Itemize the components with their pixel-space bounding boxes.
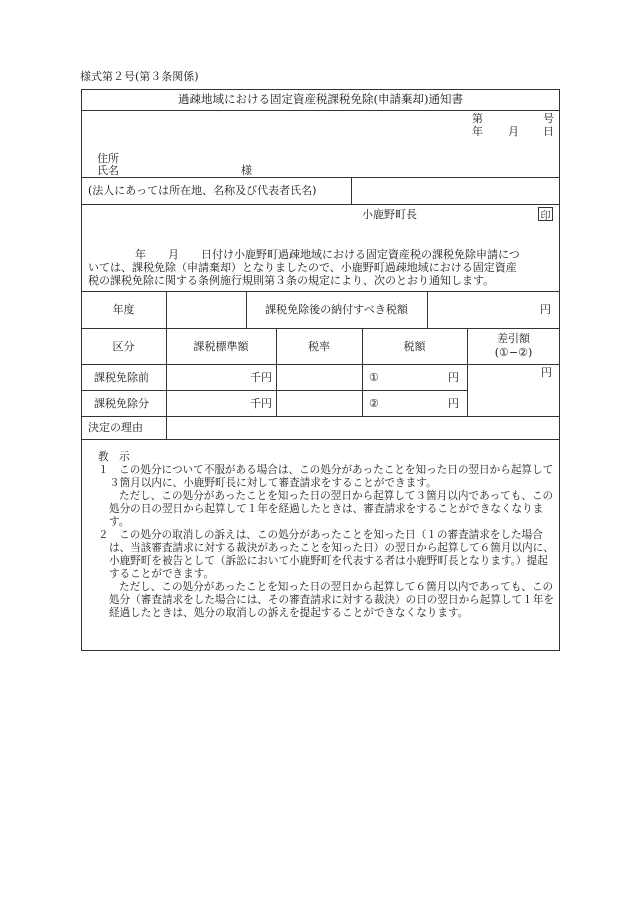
- divider: [166, 291, 167, 328]
- divider: [81, 364, 560, 365]
- address-label: 住所: [97, 152, 119, 165]
- body-line-2: いては、課税免除（申請棄却）となりましたので、小鹿野町過疎地域における固定資産: [88, 261, 517, 274]
- divider: [81, 204, 560, 205]
- seal-mark: 印: [538, 207, 553, 221]
- col-rate: 税率: [308, 340, 330, 353]
- col-base: 課税標準額: [193, 340, 249, 353]
- form-id: 様式第２号(第３条関係): [80, 70, 199, 83]
- row-exempt-mark: ②: [369, 397, 379, 410]
- reason-label: 決定の理由: [88, 421, 143, 434]
- notice-item-2: ２ この処分の取消しの訴えは、この処分があったことを知った日（１の審査請求をした場合は、当該審査請求に対する裁決があったことを知った日）の翌日から起算して６箇月以内に、小鹿野町を被告として（訴訟において小鹿野町を代表する者は小鹿野町長となります。）提起することができます。: [98, 529, 554, 580]
- divider: [427, 291, 428, 328]
- notice-item-1-proviso: ただし、この処分があったことを知った日の翌日から起算して３箇月以内であっても、この処分の日の翌日から起算して１年を経過したときは、審査請求をすることができなくなります。: [109, 490, 554, 528]
- nendo-label: 年度: [112, 303, 135, 316]
- col-kubun: 区分: [112, 340, 135, 353]
- number-go: 号: [543, 112, 554, 125]
- col-amount: 税額: [403, 340, 426, 353]
- notice-section: [88, 451, 554, 620]
- row-exempt-yen: 円: [448, 397, 459, 410]
- divider: [351, 177, 352, 204]
- divider: [81, 439, 560, 440]
- divider: [81, 416, 560, 417]
- divider: [81, 390, 467, 391]
- divider: [81, 110, 560, 111]
- sama-label: 様: [241, 164, 252, 177]
- divider: [81, 177, 560, 178]
- row-before-base-unit: 千円: [250, 371, 272, 384]
- notice-item-2-proviso: ただし、この処分があったことを知った日の翌日から起算して６箇月以内であっても、この処分（審査請求をした場合には、その審査請求に対する裁決）の日の翌日から起算して１年を経過したときは、処分の取消しの訴えを提起することができなくなります。: [109, 581, 554, 619]
- notice-heading: 教 示: [98, 451, 130, 463]
- date-month: 月: [508, 125, 519, 138]
- corp-note: (法人にあっては所在地、名称及び代表者氏名): [88, 184, 317, 197]
- body-line-1: 年 月 日付け小鹿野町過疎地域における固定資産税の課税免除申請につ: [135, 248, 520, 261]
- tax-due-label: 課税免除後の納付すべき税額: [265, 303, 408, 316]
- row-exempt-label: 課税免除分: [94, 397, 149, 410]
- date-year: 年: [472, 125, 483, 138]
- body-line-3: 税の課税免除に関する条例施行規則第３条の規定により、次のとおり通知します。: [88, 274, 495, 287]
- date-day: 日: [543, 125, 554, 138]
- row-before-mark: ①: [369, 371, 379, 384]
- row-before-yen: 円: [448, 371, 459, 384]
- tax-due-yen: 円: [540, 303, 551, 316]
- document-title: 過疎地域における固定資産税課税免除(申請棄却)通知書: [178, 92, 463, 106]
- divider: [81, 291, 560, 292]
- row-before-label: 課税免除前: [94, 371, 149, 384]
- col-diff-sub: (①−②): [494, 346, 533, 359]
- row-exempt-base-unit: 千円: [250, 397, 272, 410]
- mayor-title: 小鹿野町長: [362, 208, 417, 221]
- divider: [81, 328, 560, 329]
- col-diff: 差引額: [497, 332, 530, 345]
- diff-yen: 円: [541, 366, 552, 379]
- number-dai: 第: [472, 112, 483, 125]
- name-label: 氏名: [97, 164, 119, 177]
- notice-item-1: １ この処分について不服がある場合は、この処分があったことを知った日の翌日から起算して３箇月以内に、小鹿野町長に対して審査請求をすることができます。: [98, 464, 554, 489]
